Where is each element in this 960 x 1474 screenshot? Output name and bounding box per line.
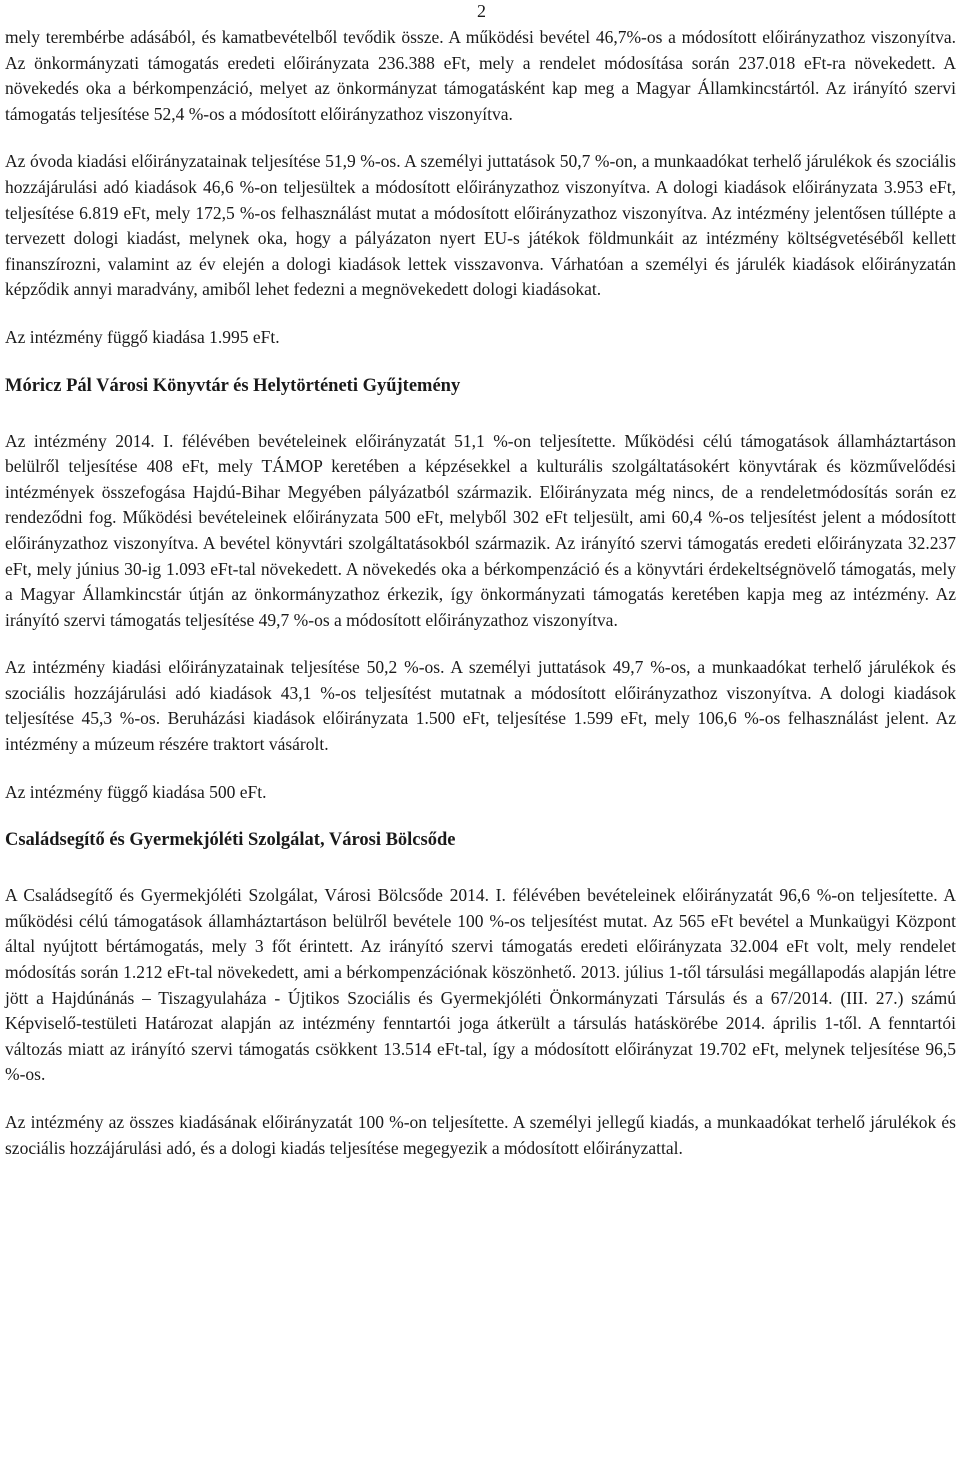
intro-paragraph-2: Az óvoda kiadási előirányzatainak teljesítése 51,9 %-os. A személyi juttatások 50,7 %-on, a munkaadókat terhelő járulékok és szociális hozzájárulási adó kiadások 46,6 %-on teljesültek a módosított előirányzathoz viszonyítva. A dologi kiadások előirányzata 3.953 eFt, teljesítése 6.819 eFt, mely 172,5 %-os felhasználást mutat a módosított előirányzathoz viszonyítva. Az intézmény jelentősen túllépte a tervezett dologi kiadást, melynek oka, hogy a pályázaton nyert EU-s játékok földmunkáit az intézmény költségvetéséből kellett finanszírozni, valamint az év elején a dologi kiadások lettek visszavonva. Várhatóan a személyi és járulék kiadások előirányzatán képződik annyi maradvány, amiből lehet fedezni a megnövekedett dologi kiadásokat. <box>5 151 956 300</box>
library-paragraph-2: Az intézmény kiadási előirányzatainak teljesítése 50,2 %-os. A személyi juttatások 49,7 %-os, a munkaadókat terhelő járulékok és szociális hozzájárulási adó kiadások 43,1 %-os teljesítést mutatnak a módosított előirányzathoz viszonyítva. A dologi kiadások teljesítése 45,3 %-os. Beruházási kiadások előirányzata 1.500 eFt, teljesítése 1.599 eFt, mely 106,6 %-os felhasználást jelent. Az intézmény a múzeum részére traktort vásárolt. <box>5 657 956 755</box>
library-paragraph-1: Az intézmény 2014. I. félévében bevételeinek előirányzatát 51,1 %-on teljesítette. Működési célú támogatások államháztartáson belülről teljesítése 408 eFt, mely TÁMOP keretében a képzésekkel a kulturális szolgáltatásokért könyvtárak és közművelődési intézmények összefogása Hajdú-Bihar Megyében pályázatból származik. Előirányzata még nincs, de a rendeletmódosítás során ez rendeződni fog. Működési bevételeinek előirányzata 500 eFt, melyből 302 eFt teljesült, ami 60,4 %-os teljesítést jelent a módosított előirányzathoz viszonyítva. A bevétel könyvtári szolgáltatásokból származik. Az irányító szervi támogatás eredeti előirányzata 32.237 eFt, mely június 30-ig 1.093 eFt-tal növekedett. A növekedés oka a bérkompenzáció és a könyvtári érdekeltségnövelő támogatás, mely a Magyar Államkincstár útján az önkormányzathoz érkezik, így önkormányzati támogatás keretében kapja meg az intézmény. Az irányító szervi támogatás teljesítése 49,7 %-os a módosított előirányzathoz viszonyítva. <box>5 430 956 630</box>
family-service-paragraph-1: A Családsegítő és Gyermekjóléti Szolgálat, Városi Bölcsőde 2014. I. félévében bevételeinek előirányzatát 96,6 %-on teljesítette. A működési célú támogatások államháztartáson belülről bevétele 100 %-os teljesítést mutat. Az 565 eFt bevétel a Munkaügyi Központ által nyújtott bértámogatás, mely 3 főt érintett. Az irányító szervi támogatás eredeti előirányzata 32.004 eFt volt, mely rendelet módosítás során 1.212 eFt-tal növekedett, ami a bérkompenzációnak köszönhető. 2013. július 1-től társulási megállapodás alapján létre jött a Hajdúnánás – Tiszagyulaháza - Újtikos Szociális és Gyermekjóléti Önkormányzati Társulás és a 67/2014. (III. 27.) számú Képviselő-testületi Határozat alapján az intézmény fenntartói joga átkerült a társulás hatáskörébe 2014. április 1-től. A fenntartói változás miatt az irányító szervi támogatás csökkent 13.514 eFt-tal, így a módosított előirányzat 19.702 eFt, melynek teljesítése 96,5 %-os. <box>5 885 956 1085</box>
page-number: 2 <box>477 1 486 21</box>
intro-paragraph-3: Az intézmény függő kiadása 1.995 eFt. <box>5 326 280 347</box>
family-service-section-heading: Családsegítő és Gyermekjóléti Szolgálat, Városi Bölcsőde <box>5 830 456 851</box>
family-service-paragraph-2: Az intézmény az összes kiadásának előirányzatát 100 %-on teljesítette. A személyi jellegű kiadás, a munkaadókat terhelő járulékok és szociális hozzájárulási adó, és a dologi kiadás teljesítése megegyezik a módosított előirányzattal. <box>5 1112 956 1158</box>
page-content <box>5 25 956 1183</box>
library-section-heading: Móricz Pál Városi Könyvtár és Helytörténeti Gyűjtemény <box>5 375 461 396</box>
intro-paragraph-1: mely terembérbe adásából, és kamatbevételből tevődik össze. A működési bevétel 46,7%-os a módosított előirányzathoz viszonyítva. Az önkormányzati támogatás eredeti előirányzata 236.388 eFt, mely a rendelet módosítása során 237.018 eFt-ra növekedett. A növekedés oka a bérkompenzáció, melyet az önkormányzat támogatásként kap meg a Magyar Államkincstártól. Az irányító szervi támogatás teljesítése 52,4 %-os a módosított előirányzathoz viszonyítva. <box>5 27 956 124</box>
library-paragraph-3: Az intézmény függő kiadása 500 eFt. <box>5 781 267 802</box>
